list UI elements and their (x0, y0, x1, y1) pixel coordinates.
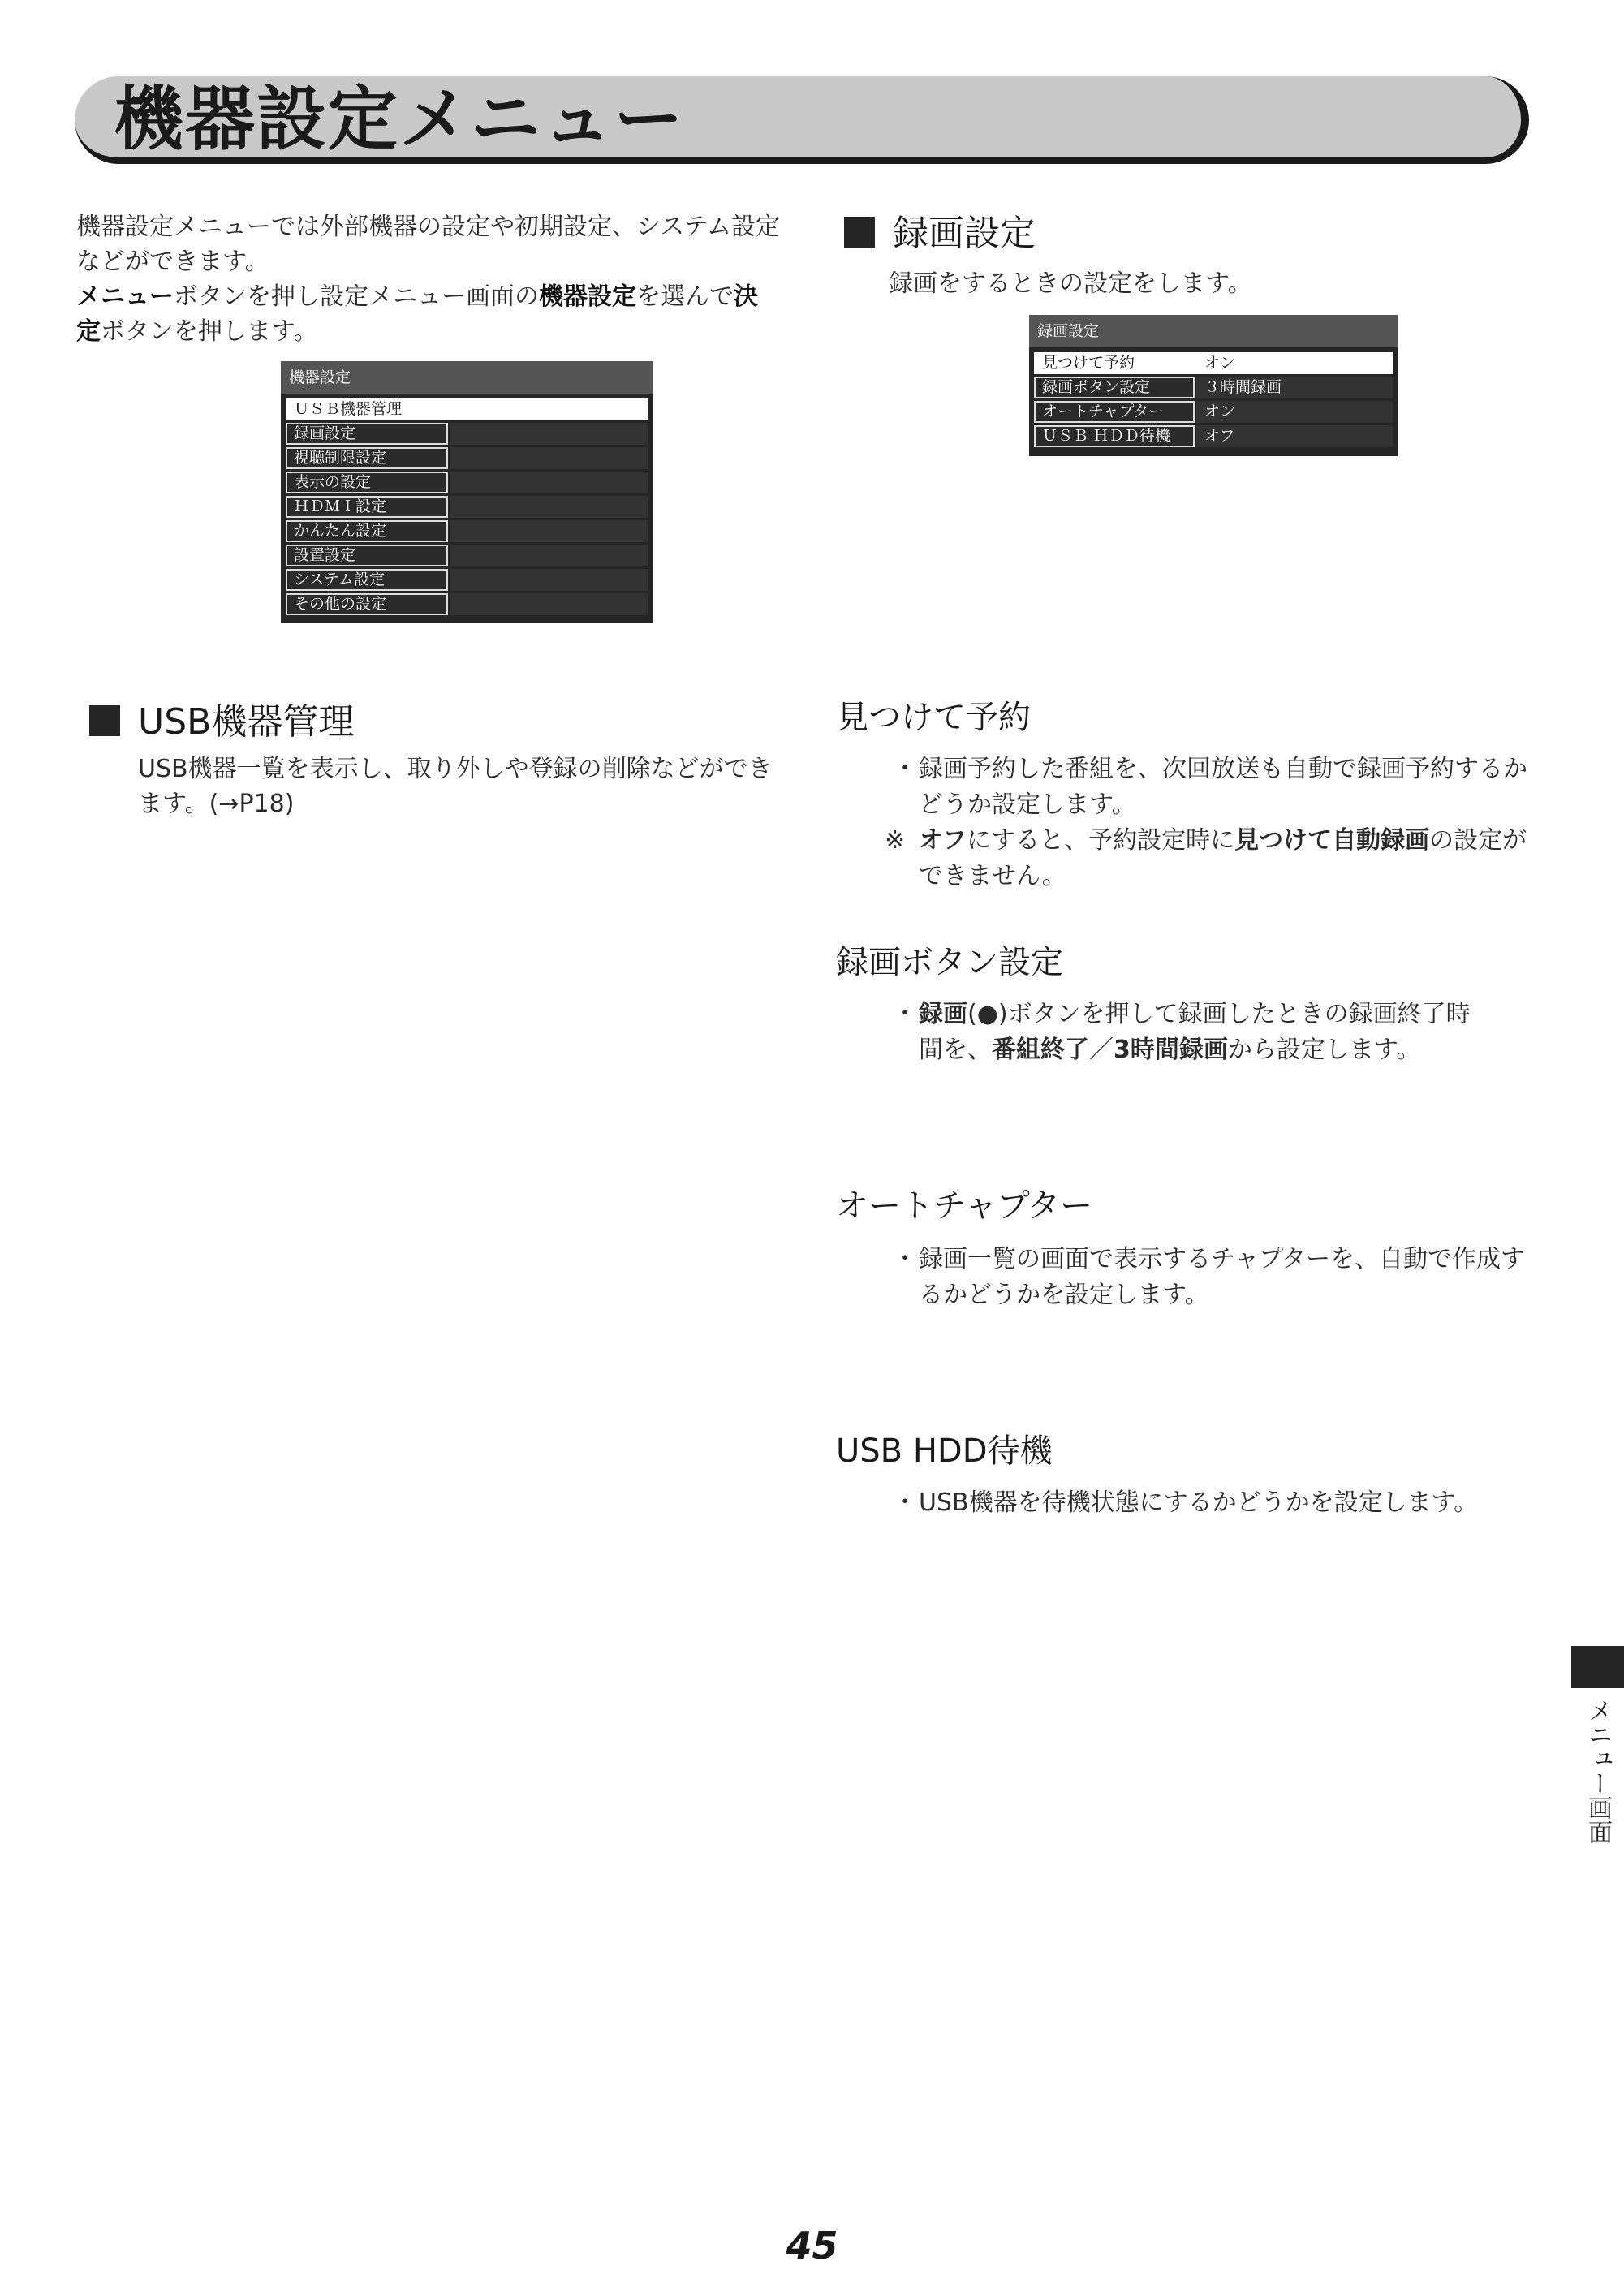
auto-chapter-heading: オートチャプター (836, 1187, 1092, 1225)
enter-ref-2: 定 (76, 317, 101, 346)
menu-item-label: ＵＳＢ ＨＤＤ待機 (1034, 425, 1195, 447)
menu-item-fill (450, 423, 648, 445)
bullet-fragment: ／ (1089, 1036, 1114, 1064)
note-item (885, 823, 1542, 894)
program-end-ref: 番組終了 (992, 1036, 1089, 1064)
bullet-dot-icon: ・ (893, 1488, 917, 1517)
device-settings-ref: 機器設定 (539, 282, 636, 311)
note-fragment: にすると、予約設定時に (967, 826, 1235, 855)
menu-item-parental-settings[interactable] (286, 447, 648, 469)
menu-item-label: 録画ボタン設定 (1034, 377, 1195, 398)
auto-chapter-body (893, 1242, 1542, 1313)
menu-item-system-settings[interactable] (286, 569, 648, 591)
bullet-fragment: から設定します。 (1227, 1036, 1421, 1064)
bullet-text: るかどうかを設定します。 (919, 1281, 1209, 1309)
menu-title: 機器設定 (281, 361, 653, 394)
menu-item-label: 表示の設定 (286, 472, 448, 493)
side-tab-marker (1571, 1646, 1624, 1688)
menu-item-fill (450, 472, 648, 493)
heading-text: USB機器管理 (138, 701, 355, 743)
intro-paragraph (76, 209, 807, 349)
usb-device-management-description (138, 752, 812, 821)
description-line: ます。(→P18) (138, 790, 295, 818)
menu-item-value: オン (1204, 403, 1236, 420)
page-title: 機器設定メニュー (114, 79, 685, 160)
bullet-item (893, 1242, 1542, 1313)
menu-item-value: ３時間録画 (1204, 378, 1282, 396)
bullet-fragment: 間を、 (919, 1036, 992, 1064)
bullet-dot-icon: ・ (893, 1000, 917, 1028)
menu-item-value: オン (1204, 354, 1236, 372)
mitsukete-reservation-body (885, 752, 1542, 894)
square-bullet-icon (89, 705, 120, 736)
recording-settings-description: 録画をするときの設定をします。 (889, 269, 1252, 298)
intro-line-1: 機器設定メニューでは外部機器の設定や初期設定、システム設定 (76, 213, 780, 241)
bullet-text (919, 997, 1542, 1032)
intro-text: ボタンを押します。 (101, 317, 318, 346)
bullet-text: 録画予約した番組を、次回放送も自動で録画予約するか (919, 755, 1527, 783)
intro-line-3 (76, 279, 807, 314)
note-fragment: の設定が (1429, 826, 1527, 855)
menu-item-label: オートチャプター (1034, 401, 1195, 423)
menu-item-usb-hdd-standby[interactable] (1034, 425, 1393, 447)
menu-item-label: 視聴制限設定 (286, 447, 448, 469)
menu-item-easy-settings[interactable] (286, 520, 648, 542)
menu-item-label: かんたん設定 (286, 520, 448, 542)
bullet-item (893, 752, 1542, 823)
auto-rec-ref: 見つけて自動録画 (1234, 826, 1430, 855)
menu-item-usb-device-management[interactable] (286, 398, 648, 420)
menu-title: 録画設定 (1029, 315, 1398, 347)
bullet-text: どうか設定します。 (919, 790, 1136, 819)
menu-item-recording-settings[interactable] (286, 423, 648, 445)
menu-item-label: ＨＤＭＩ設定 (286, 496, 448, 518)
intro-text: を選んで (636, 282, 734, 311)
bullet-item (893, 997, 1542, 1068)
menu-item-display-settings[interactable] (286, 472, 648, 493)
menu-item-fill (450, 569, 648, 591)
menu-item-rec-button-setting[interactable] (1034, 377, 1393, 398)
menu-item-hdmi-settings[interactable] (286, 496, 648, 518)
menu-item-mitsukete-reservation[interactable] (1034, 352, 1393, 374)
recording-settings-menu-screen (1029, 315, 1398, 456)
description-line: USB機器一覧を表示し、取り外しや登録の削除などができ (138, 755, 773, 783)
bullet-dot-icon: ・ (893, 1245, 917, 1273)
usb-device-management-heading (89, 700, 354, 745)
off-ref: オフ (919, 826, 967, 855)
square-bullet-icon (844, 217, 875, 248)
menu-item-label: ＵＳＢ機器管理 (286, 398, 648, 420)
page-number: 45 (786, 2224, 838, 2268)
menu-item-label: その他の設定 (286, 593, 448, 615)
usb-hdd-standby-heading: USB HDD待機 (836, 1432, 1053, 1470)
menu-item-label: 設置設定 (286, 545, 448, 566)
recording-settings-heading (844, 211, 1036, 256)
note-mark-icon: ※ (885, 826, 906, 855)
menu-item-label: システム設定 (286, 569, 448, 591)
rec-button-setting-body (893, 997, 1542, 1068)
menu-item-fill (450, 447, 648, 469)
device-settings-menu-screen (281, 361, 653, 623)
bullet-text: 録画一覧の画面で表示するチャプターを、自動で作成す (919, 1245, 1525, 1273)
intro-text: ボタンを押し設定メニュー画面の (174, 282, 539, 311)
menu-item-other-settings[interactable] (286, 593, 648, 615)
menu-item-label: 見つけて予約 (1042, 354, 1135, 372)
menu-item-value: オフ (1204, 427, 1235, 445)
menu-button-ref: メニュー (76, 282, 174, 311)
three-hour-rec-ref: 3時間録画 (1114, 1036, 1228, 1064)
menu-item-fill (450, 593, 648, 615)
menu-item-fill (450, 545, 648, 566)
bullet-text: USB機器を待機状態にするかどうかを設定します。 (919, 1488, 1479, 1517)
record-ref: 録画 (919, 1000, 967, 1028)
intro-line-2: などができます。 (76, 248, 269, 276)
side-tab-label: メニュー画面 (1583, 1698, 1612, 1844)
menu-item-fill (450, 496, 648, 518)
bullet-item (893, 1485, 1542, 1521)
bullet-dot-icon: ・ (893, 755, 917, 783)
bullet-text (919, 1032, 1542, 1068)
mitsukete-reservation-heading: 見つけて予約 (836, 699, 1031, 736)
intro-line-4 (76, 314, 807, 349)
bullet-fragment: (●)ボタンを押して録画したときの録画終了時 (967, 1000, 1471, 1028)
menu-item-fill (450, 520, 648, 542)
enter-ref-1: 決 (734, 282, 758, 311)
menu-item-auto-chapter[interactable] (1034, 401, 1393, 423)
menu-item-installation-settings[interactable] (286, 545, 648, 566)
rec-button-setting-heading: 録画ボタン設定 (836, 944, 1063, 981)
usb-hdd-standby-body (893, 1485, 1542, 1521)
note-text: できません。 (919, 862, 1066, 890)
heading-text: 録画設定 (893, 213, 1036, 254)
menu-item-label: 録画設定 (286, 423, 448, 445)
note-text (919, 823, 1542, 859)
